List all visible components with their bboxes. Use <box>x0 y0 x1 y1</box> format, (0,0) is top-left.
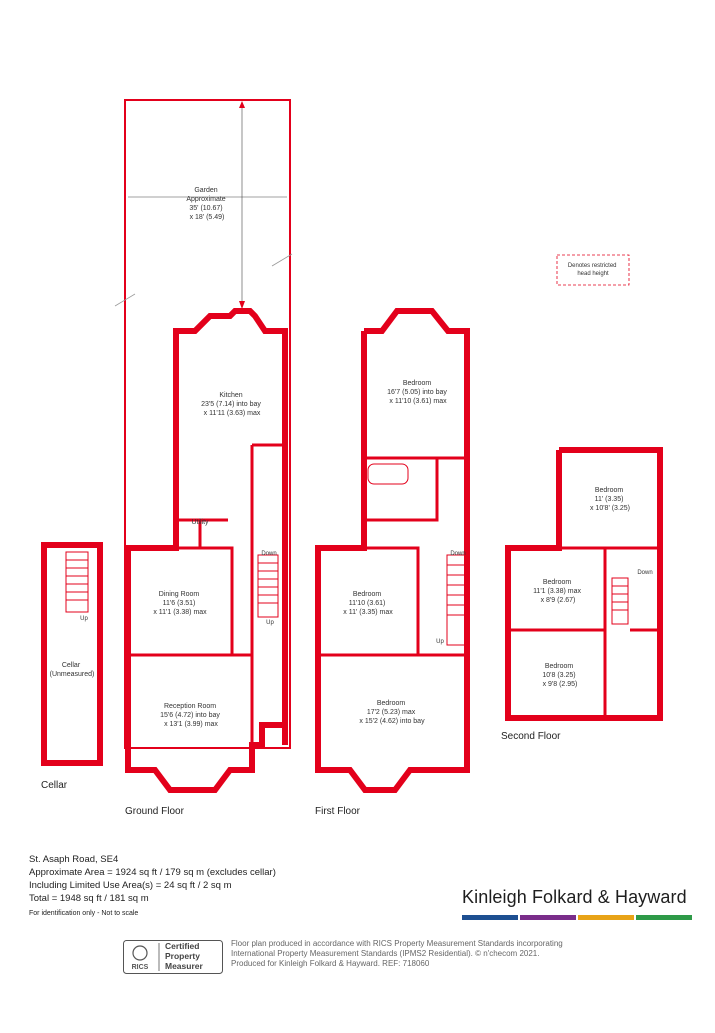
restricted-height-legend-box <box>557 255 629 285</box>
cellar-stairs <box>66 552 88 612</box>
ground-floor-stairs <box>258 555 278 617</box>
rics-badge-text: Certified Property Measurer <box>165 941 203 971</box>
total-area: Total = 1948 sq ft / 181 sq m <box>29 893 149 904</box>
ff-up-label: Up <box>436 639 444 645</box>
cellar-room-label: Cellar (Unmeasured) <box>49 662 95 678</box>
ff-down-label: Down <box>450 551 466 557</box>
cellar-up-label: Up <box>80 616 88 622</box>
gf-down-label: Down <box>261 551 277 557</box>
property-info <box>29 853 276 920</box>
first-floor-top-bedroom-label: Bedroom 16'7 (5.05) into bay x 11'10 (3.61) max <box>387 380 447 405</box>
floor-label-cellar: Cellar <box>41 780 68 791</box>
first-floor-bottom-bedroom-label: Bedroom 17'2 (5.23) max x 15'2 (4.62) into bay <box>359 700 425 725</box>
cellar-outline <box>44 545 100 763</box>
gf-up-label: Up <box>266 620 274 626</box>
sf-down-label: Down <box>637 570 653 576</box>
second-floor-top-bedroom-label: Bedroom 11' (3.35) x 10'8' (3.25) <box>589 487 631 512</box>
rics-logo-text: RICS <box>131 964 149 971</box>
restricted-height-legend: Denotes restricted head height <box>567 263 617 277</box>
brand-bar-blue <box>462 915 518 920</box>
approximate-area: Approximate Area = 1924 sq ft / 179 sq m (excludes cellar) <box>29 867 276 878</box>
first-floor-middle-bedroom-label: Bedroom 11'10 (3.61) x 11' (3.35) max <box>343 591 393 616</box>
floor-label-first: First Floor <box>315 806 360 817</box>
second-floor-middle-bedroom-label: Bedroom 11'1 (3.38) max x 8'9 (2.67) <box>533 579 581 604</box>
dining-room-label: Dining Room 11'6 (3.51) x 11'1 (3.38) max <box>153 591 207 616</box>
second-floor-bottom-bedroom-label: Bedroom 10'8 (3.25) x 9'8 (2.95) <box>542 663 578 688</box>
second-floor-stairs <box>612 578 628 624</box>
second-floor-walls <box>508 450 660 718</box>
brand-name: Kinleigh Folkard & Hayward <box>462 887 687 907</box>
bathtub <box>368 464 408 484</box>
kitchen-label: Kitchen 23'5 (7.14) into bay x 11'11 (3.63) max <box>201 392 261 417</box>
first-floor-inner-walls <box>318 458 467 655</box>
floor-label-second: Second Floor <box>501 731 561 742</box>
garden-arrow-top <box>239 101 245 108</box>
brand-bar-purple <box>520 915 576 920</box>
garden-label: Garden Approximate 35' (10.67) x 18' (5.49) <box>186 187 226 221</box>
brand-bar-green <box>636 915 692 920</box>
garden-arrow-bottom <box>239 301 245 309</box>
identification-note: For identification only - Not to scale <box>29 910 139 917</box>
first-floor-stairs <box>447 555 465 645</box>
limited-use-area: Including Limited Use Area(s) = 24 sq ft / 2 sq m <box>29 880 232 891</box>
floor-label-ground: Ground Floor <box>125 806 184 817</box>
utility-label: Utility <box>191 519 209 526</box>
reception-room-label: Reception Room 15'6 (4.72) into bay x 13'1 (3.99) max <box>160 703 220 728</box>
address: St. Asaph Road, SE4 <box>29 854 119 865</box>
disclaimer: Floor plan produced in accordance with RICS Property Measurement Standards incorporating International Property Measurement Standards (IPMS2 Residential). © n'checom 2021. Produced for Kinleigh Folkard & Hayward. REF: 718060 <box>231 939 563 968</box>
rics-logo-icon <box>133 946 147 960</box>
brand-bar-orange <box>578 915 634 920</box>
